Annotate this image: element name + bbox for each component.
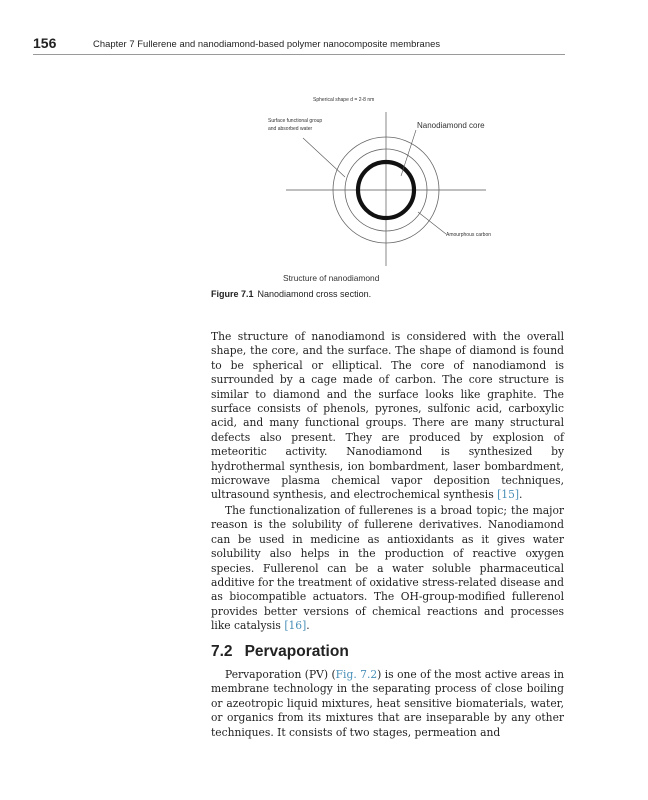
diagram-title: Structure of nanodiamond bbox=[283, 273, 380, 283]
paragraph-structure bbox=[211, 330, 564, 503]
figure-caption-text: Nanodiamond cross section. bbox=[257, 289, 372, 299]
surface-group-label-line1: Surface functional group bbox=[268, 118, 323, 124]
paragraph-text-rest: ) is one of the most active areas in membrane technology in the separating process of close boiling or azeotropic liquid mixtures, heat sensitive biomaterials, water, or organics from its mixtures that are inseparable by any other techniques. It consists of two stages, permeation and bbox=[211, 668, 565, 739]
surface-group-label-line2: and absorbed water bbox=[268, 126, 313, 132]
paragraph-functionalization bbox=[211, 504, 564, 634]
section-title: Pervaporation bbox=[244, 643, 349, 660]
figure-caption bbox=[211, 289, 371, 299]
figure-label: Figure 7.1 bbox=[211, 289, 254, 299]
amorphous-carbon-label: Amourphous carbon bbox=[446, 232, 492, 238]
page-number: 156 bbox=[33, 35, 57, 51]
nanodiamond-core-label: Nanodiamond core bbox=[417, 121, 485, 130]
shape-size-label: Spherical shape d = 2-8 nm bbox=[313, 97, 375, 103]
paragraph-end: . bbox=[519, 488, 523, 502]
paragraph-text: The structure of nanodiamond is considered with the overall shape, the core, and the surface. The shape of diamond is found to be spherical or elliptical. The core of nanodiamond is surrounded by a cage made of carbon. The core structure is similar to diamond and the surface looks like graphite. The surface consists of phenols, pyrones, sulfonic acid, carboxylic acid, and many functional groups. There are many structural defects also present. They are produced by explosion of meteoritic activity. Nanodiamond is synthesized by hydrothermal synthesis, ion bombardment, laser bombardment, microwave plasma chemical vapor deposition techniques, ultrasound synthesis, and electrochemical synthesis bbox=[211, 330, 564, 502]
paragraph-text: Pervaporation (PV) ( bbox=[225, 668, 336, 681]
chapter-title: Chapter 7 Fullerene and nanodiamond-based polymer nanocomposite membranes bbox=[93, 38, 441, 49]
citation-link[interactable]: [16] bbox=[284, 619, 307, 633]
nanodiamond-diagram bbox=[0, 0, 648, 310]
citation-link[interactable]: [15] bbox=[497, 488, 520, 502]
paragraph-text: The functionalization of fullerenes is a broad topic; the major reason is the solubility of fullerene derivatives. Nanodiamond can be used in medicine as antioxidants as it gives water solubility also helps in the production of reactive oxygen species. Fullerenol can be a water soluble pharmaceutical additive for the treatment of oxidative stress-related disease and as biocompatible actuators. The OH-group-modified fullerenol provides better versions of chemical reactions and processes like catalysis bbox=[211, 504, 564, 633]
paragraph-end: . bbox=[306, 619, 310, 633]
amorphous-pointer bbox=[418, 212, 446, 234]
section-heading bbox=[211, 643, 349, 661]
surface-group-pointer bbox=[303, 138, 345, 177]
section-number: 7.2 bbox=[211, 643, 233, 660]
paragraph-pervaporation bbox=[211, 668, 564, 740]
figure-link[interactable]: Fig. 7.2 bbox=[335, 668, 378, 681]
